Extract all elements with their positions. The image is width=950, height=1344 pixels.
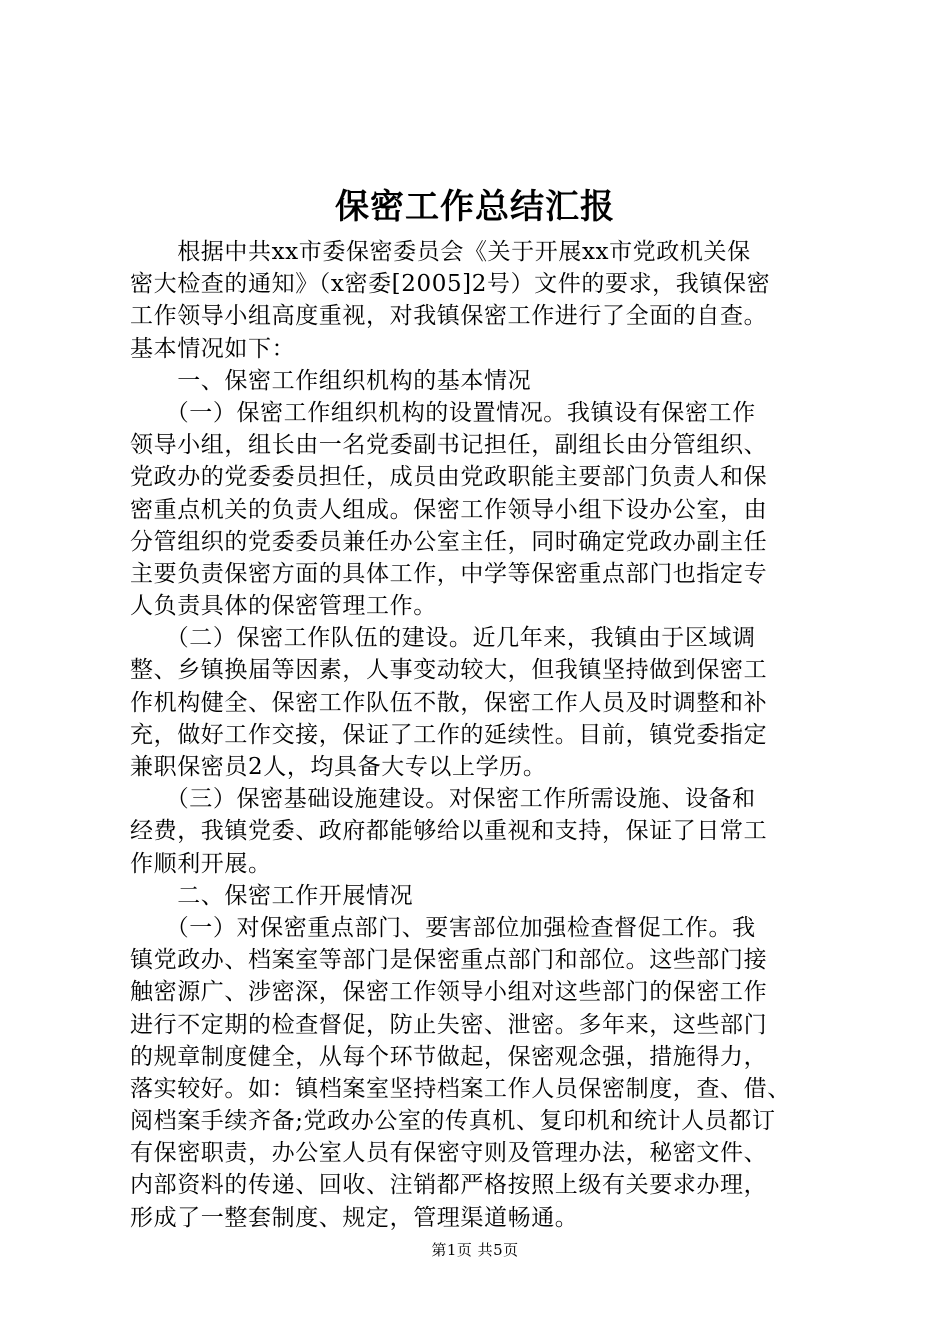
body-line: 党政办的党委委员担任，成员由党政职能主要部门负责人和保 xyxy=(130,464,768,491)
body-line: 主要负责保密方面的具体工作，中学等保密重点部门也指定专 xyxy=(130,560,768,587)
body-line: （一）保密工作组织机构的设置情况。我镇设有保密工作 xyxy=(130,399,756,426)
body-line: 的规章制度健全，从每个环节做起，保密观念强，措施得力， xyxy=(130,1043,768,1070)
body-line: 阅档案手续齐备;党政办公室的传真机、复印机和统计人员都订 xyxy=(130,1108,776,1135)
body-line: 形成了一整套制度、规定，管理渠道畅通。 xyxy=(130,1204,579,1231)
body-line: 密大检查的通知》（x密委[2005]2号）文件的要求，我镇保密 xyxy=(130,271,771,298)
document-body xyxy=(130,236,830,1234)
body-line: 作机构健全、保密工作队伍不散，保密工作人员及时调整和补 xyxy=(130,689,768,716)
body-line: 落实较好。如：镇档案室坚持档案工作人员保密制度，查、借、 xyxy=(130,1075,791,1102)
body-line: （三）保密基础设施建设。对保密工作所需设施、设备和 xyxy=(130,786,756,813)
body-line: 人负责具体的保密管理工作。 xyxy=(130,593,437,620)
body-line: （二）保密工作队伍的建设。近几年来，我镇由于区域调 xyxy=(130,625,756,652)
body-line: （一）对保密重点部门、要害部位加强检查督促工作。我 xyxy=(130,914,756,941)
body-line: 有保密职责，办公室人员有保密守则及管理办法，秘密文件、 xyxy=(130,1140,768,1167)
body-line: 触密源广、涉密深，保密工作领导小组对这些部门的保密工作 xyxy=(130,979,768,1006)
body-line: 领导小组，组长由一名党委副书记担任，副组长由分管组织、 xyxy=(130,432,768,459)
body-line: 进行不定期的检查督促，防止失密、泄密。多年来，这些部门 xyxy=(130,1011,768,1038)
body-line: 根据中共xx市委保密委员会《关于开展xx市党政机关保 xyxy=(130,239,751,265)
body-line: 经费，我镇党委、政府都能够给以重视和支持，保证了日常工 xyxy=(130,818,768,845)
body-line: 作顺利开展。 xyxy=(130,850,272,877)
body-line: 兼职保密员2人，均具备大专以上学历。 xyxy=(130,754,547,780)
body-line: 充，做好工作交接，保证了工作的延续性。目前，镇党委指定 xyxy=(130,721,768,748)
body-line: 镇党政办、档案室等部门是保密重点部门和部位。这些部门接 xyxy=(130,947,768,974)
body-line: 分管组织的党委委员兼任办公室主任，同时确定党政办副主任 xyxy=(130,528,768,555)
section-heading-1: 一、保密工作组织机构的基本情况 xyxy=(130,367,532,394)
body-line: 基本情况如下： xyxy=(130,335,296,362)
body-line: 工作领导小组高度重视，对我镇保密工作进行了全面的自查。 xyxy=(130,303,768,330)
page-number-footer: 第1页 共5页 xyxy=(431,1241,519,1259)
body-line: 内部资料的传递、回收、注销都严格按照上级有关要求办理， xyxy=(130,1172,768,1199)
section-heading-2: 二、保密工作开展情况 xyxy=(130,882,414,909)
body-line: 密重点机关的负责人组成。保密工作领导小组下设办公室，由 xyxy=(130,496,768,523)
document-title: 保密工作总结汇报 xyxy=(335,187,615,227)
body-line: 整、乡镇换届等因素，人事变动较大，但我镇坚持做到保密工 xyxy=(130,657,768,684)
